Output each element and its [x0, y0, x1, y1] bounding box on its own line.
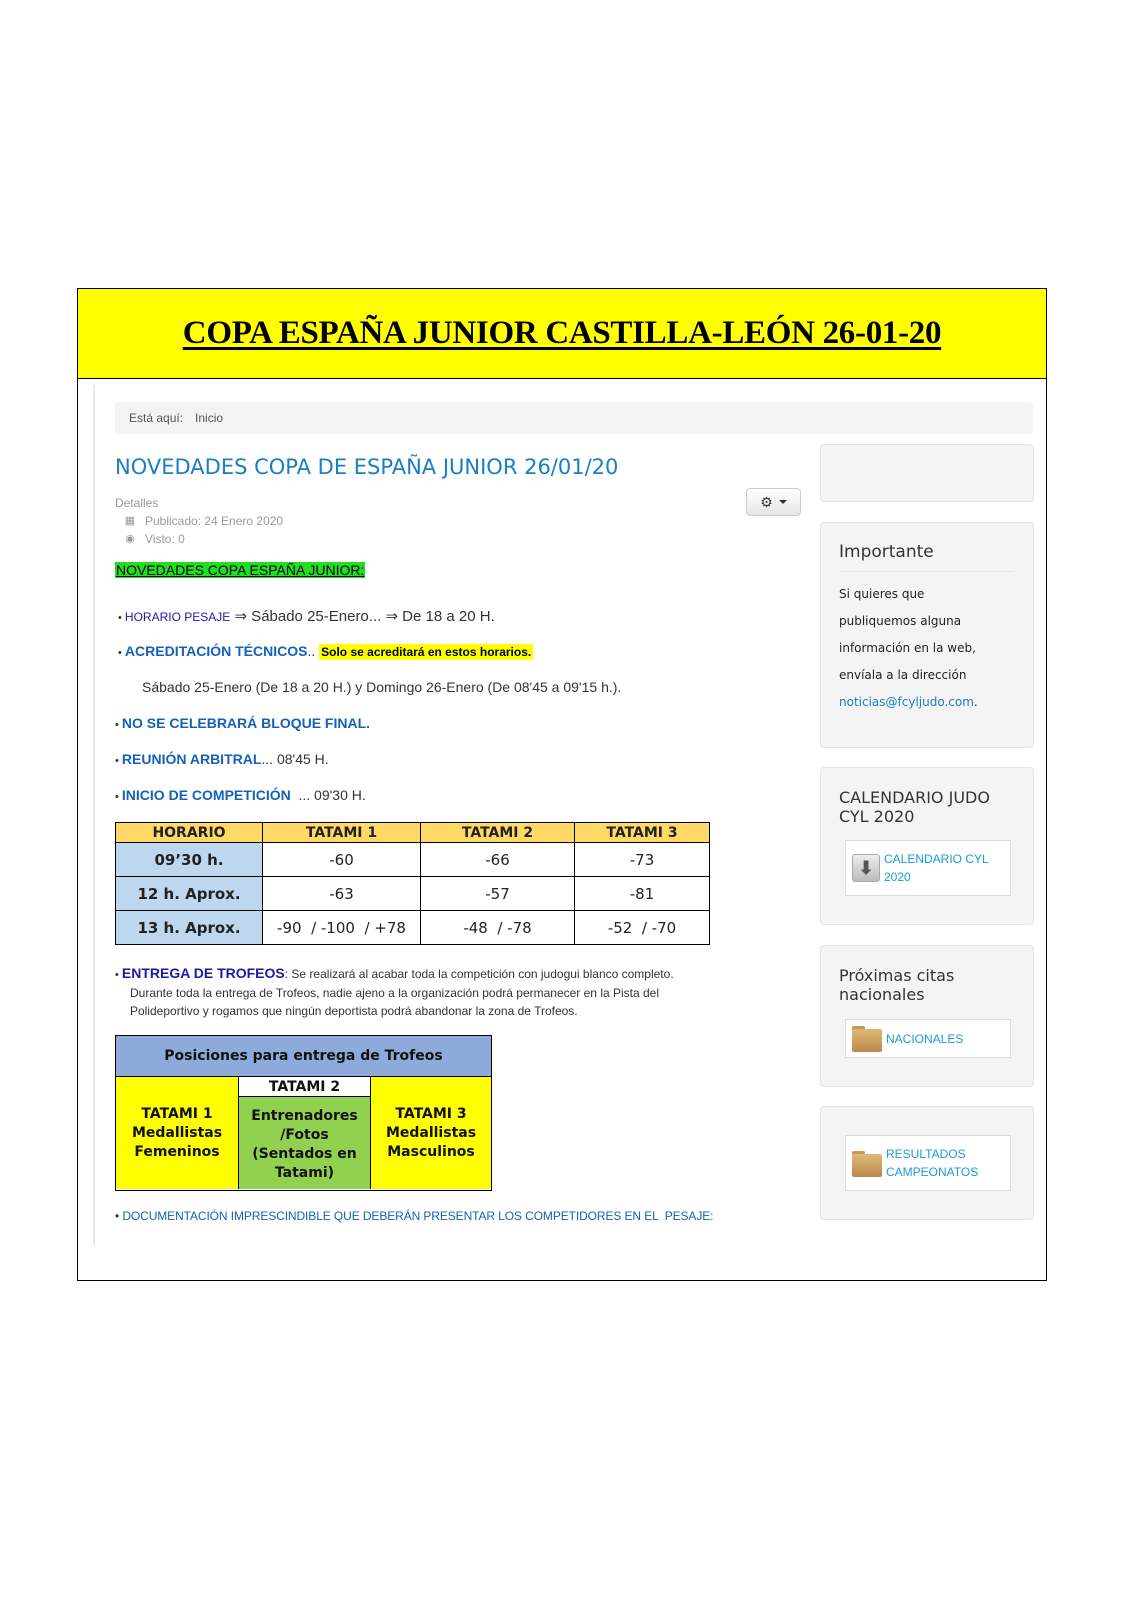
page-frame [77, 288, 1047, 1281]
positions-tatami-2-header: TATAMI 2 [239, 1077, 370, 1097]
documentacion-line [115, 1209, 713, 1223]
inicio-label: INICIO DE COMPETICIÓN [121, 787, 291, 803]
schedule-header: TATAMI 3 [575, 823, 710, 843]
schedule-cell: -60 [263, 843, 421, 877]
positions-tatami-1 [116, 1077, 239, 1189]
calendario-title [839, 788, 990, 826]
email-suffix: . [973, 695, 978, 709]
bullet: • [118, 647, 125, 659]
bloque-final-text: NO SE CELEBRARÁ BLOQUE FINAL. [121, 715, 371, 731]
schedule-time: 12 h. Aprox. [116, 877, 263, 911]
positions-title: Posiciones para entrega de Trofeos [116, 1036, 491, 1077]
calendario-link-line: CALENDARIO CYL [884, 852, 989, 866]
schedule-cell: -52 / -70 [575, 911, 710, 945]
importante-line: información en la web, [839, 641, 976, 655]
pesaje-label: HORARIO PESAJE [124, 610, 231, 624]
documentacion-text: DOCUMENTACIÓN IMPRESCINDIBLE QUE DEBERÁN PRESENTAR LOS COMPETIDORES EN EL PESAJE: [122, 1209, 714, 1223]
chevron-down-icon [779, 500, 787, 504]
calendario-title-line: CYL 2020 [839, 807, 915, 826]
bullet: • [115, 755, 122, 767]
sidebar-importante [820, 522, 1034, 748]
breadcrumb-label: Está aquí: [129, 411, 184, 425]
eye-icon: ◉ [125, 533, 135, 545]
schedule-cell: -63 [263, 877, 421, 911]
positions-tatami-2 [239, 1077, 371, 1189]
trofeos-label: ENTREGA DE TROFEOS [121, 965, 285, 981]
details-label: Detalles [115, 496, 159, 510]
article-options-button[interactable] [746, 488, 801, 516]
table-row [116, 877, 710, 911]
bullet: • [115, 791, 122, 803]
breadcrumb [115, 402, 1033, 434]
reunion-text: ... 08'45 H. [261, 751, 329, 767]
pesaje-text: ⇒ Sábado 25-Enero... ⇒ De 18 a 20 H. [230, 608, 495, 625]
acreditacion-line [118, 643, 778, 659]
positions-coaches [239, 1097, 370, 1189]
acreditacion-highlight: Solo se acreditará en estos horarios. [321, 645, 532, 659]
resultados-link-line: RESULTADOS [886, 1147, 966, 1161]
calendario-link-line: 2020 [884, 870, 911, 884]
schedule-cell: -81 [575, 877, 710, 911]
trofeos-line1: : Se realizará al acabar toda la competición con judogui blanco completo. [284, 967, 674, 981]
resultados-link[interactable] [845, 1135, 1011, 1191]
positions-text: Medallistas [131, 1124, 223, 1141]
sidebar-proximas [820, 945, 1034, 1087]
published-date: Publicado: 24 Enero 2020 [145, 514, 284, 528]
positions-text: TATAMI 3 [395, 1105, 467, 1122]
trofeos-line2: Durante toda la entrega de Trofeos, nadie ajeno a la organización podrá permanecer en la Pista del [130, 986, 660, 1000]
sidebar-resultados [820, 1106, 1034, 1220]
inicio-line [115, 787, 775, 803]
positions-table [115, 1035, 492, 1191]
schedule-header: HORARIO [116, 823, 263, 843]
schedule-cell: -73 [575, 843, 710, 877]
schedule-cell: -66 [421, 843, 575, 877]
importante-line: publiquemos alguna [839, 614, 962, 628]
nacionales-link[interactable] [845, 1019, 1011, 1058]
schedule-header: TATAMI 1 [263, 823, 421, 843]
page-divider [93, 385, 95, 1245]
schedule-header-row [116, 823, 710, 843]
positions-text: /Fotos [280, 1127, 329, 1143]
proximas-title [839, 966, 954, 1004]
sidebar-empty-box [820, 444, 1034, 502]
calendario-title-line: CALENDARIO JUDO [839, 788, 990, 807]
gear-icon: ⚙ [760, 493, 773, 510]
importante-line: Si quieres que [839, 587, 925, 601]
breadcrumb-item-inicio[interactable]: Inicio [195, 411, 224, 425]
schedule-time: 09’30 h. [116, 843, 263, 877]
bullet: • [118, 612, 125, 624]
article-title[interactable]: NOVEDADES COPA DE ESPAÑA JUNIOR 26/01/20 [115, 455, 619, 479]
schedule-cell: -90 / -100 / +78 [263, 911, 421, 945]
positions-text: Tatami) [274, 1165, 335, 1181]
reunion-label: REUNIÓN ARBITRAL [121, 751, 262, 767]
positions-text: Entrenadores [251, 1108, 358, 1124]
inicio-text: ... 09'30 H. [290, 787, 366, 803]
schedule-cell: -57 [421, 877, 575, 911]
resultados-link-line: CAMPEONATOS [886, 1165, 979, 1179]
pesaje-line [118, 607, 778, 625]
acreditacion-detail: Sábado 25-Enero (De 18 a 20 H.) y Domingo 26-Enero (De 08'45 a 09'15 h.). [142, 679, 622, 695]
banner [78, 289, 1046, 379]
schedule-cell: -48 / -78 [421, 911, 575, 945]
schedule-header: TATAMI 2 [421, 823, 575, 843]
importante-text [839, 581, 978, 716]
view-count: Visto: 0 [145, 532, 185, 546]
banner-title: COPA ESPAÑA JUNIOR CASTILLA-LEÓN 26-01-20 [182, 315, 942, 351]
content-heading-wrap [115, 562, 775, 578]
positions-text: (Sentados en [252, 1146, 357, 1162]
positions-text: Medallistas [385, 1124, 477, 1141]
bloque-final-line [115, 715, 775, 731]
importante-title: Importante [839, 542, 934, 562]
schedule-table [115, 822, 710, 945]
positions-tatami-3 [371, 1077, 491, 1189]
content-heading: NOVEDADES COPA ESPAÑA JUNIOR: [116, 562, 365, 578]
bullet: • [115, 719, 122, 731]
bullet: • [115, 969, 122, 981]
calendario-link-text [884, 850, 989, 886]
calendar-icon: ▦ [124, 515, 136, 527]
trofeos-line3: Polideportivo y rogamos que ningún deportista podrá abandonar la zona de Trofeos. [130, 1004, 578, 1018]
positions-text: Femeninos [134, 1143, 220, 1160]
download-icon: ⬇ [852, 854, 880, 882]
reunion-line [115, 751, 775, 767]
table-row [116, 911, 710, 945]
schedule-time: 13 h. Aprox. [116, 911, 263, 945]
positions-text: Masculinos [387, 1143, 475, 1160]
resultados-link-text [886, 1145, 978, 1181]
importante-line: envíala a la dirección [839, 668, 967, 682]
folder-icon [852, 1150, 882, 1177]
calendario-download-link[interactable] [845, 840, 1011, 896]
positions-text: TATAMI 1 [141, 1105, 213, 1122]
article-details [115, 494, 283, 548]
bullet: • [115, 1209, 123, 1223]
folder-icon [852, 1025, 882, 1052]
nacionales-link-text: NACIONALES [886, 1031, 964, 1046]
proximas-title-line: Próximas citas [839, 966, 955, 985]
acreditacion-label: ACREDITACIÓN TÉCNICOS [124, 643, 308, 659]
sidebar-calendario [820, 767, 1034, 925]
acreditacion-dots: .. [307, 643, 316, 659]
trofeos-paragraph [115, 964, 755, 1020]
proximas-title-line: nacionales [839, 985, 925, 1004]
email-link[interactable]: noticias@fcyljudo.com [839, 695, 974, 709]
table-row [116, 843, 710, 877]
